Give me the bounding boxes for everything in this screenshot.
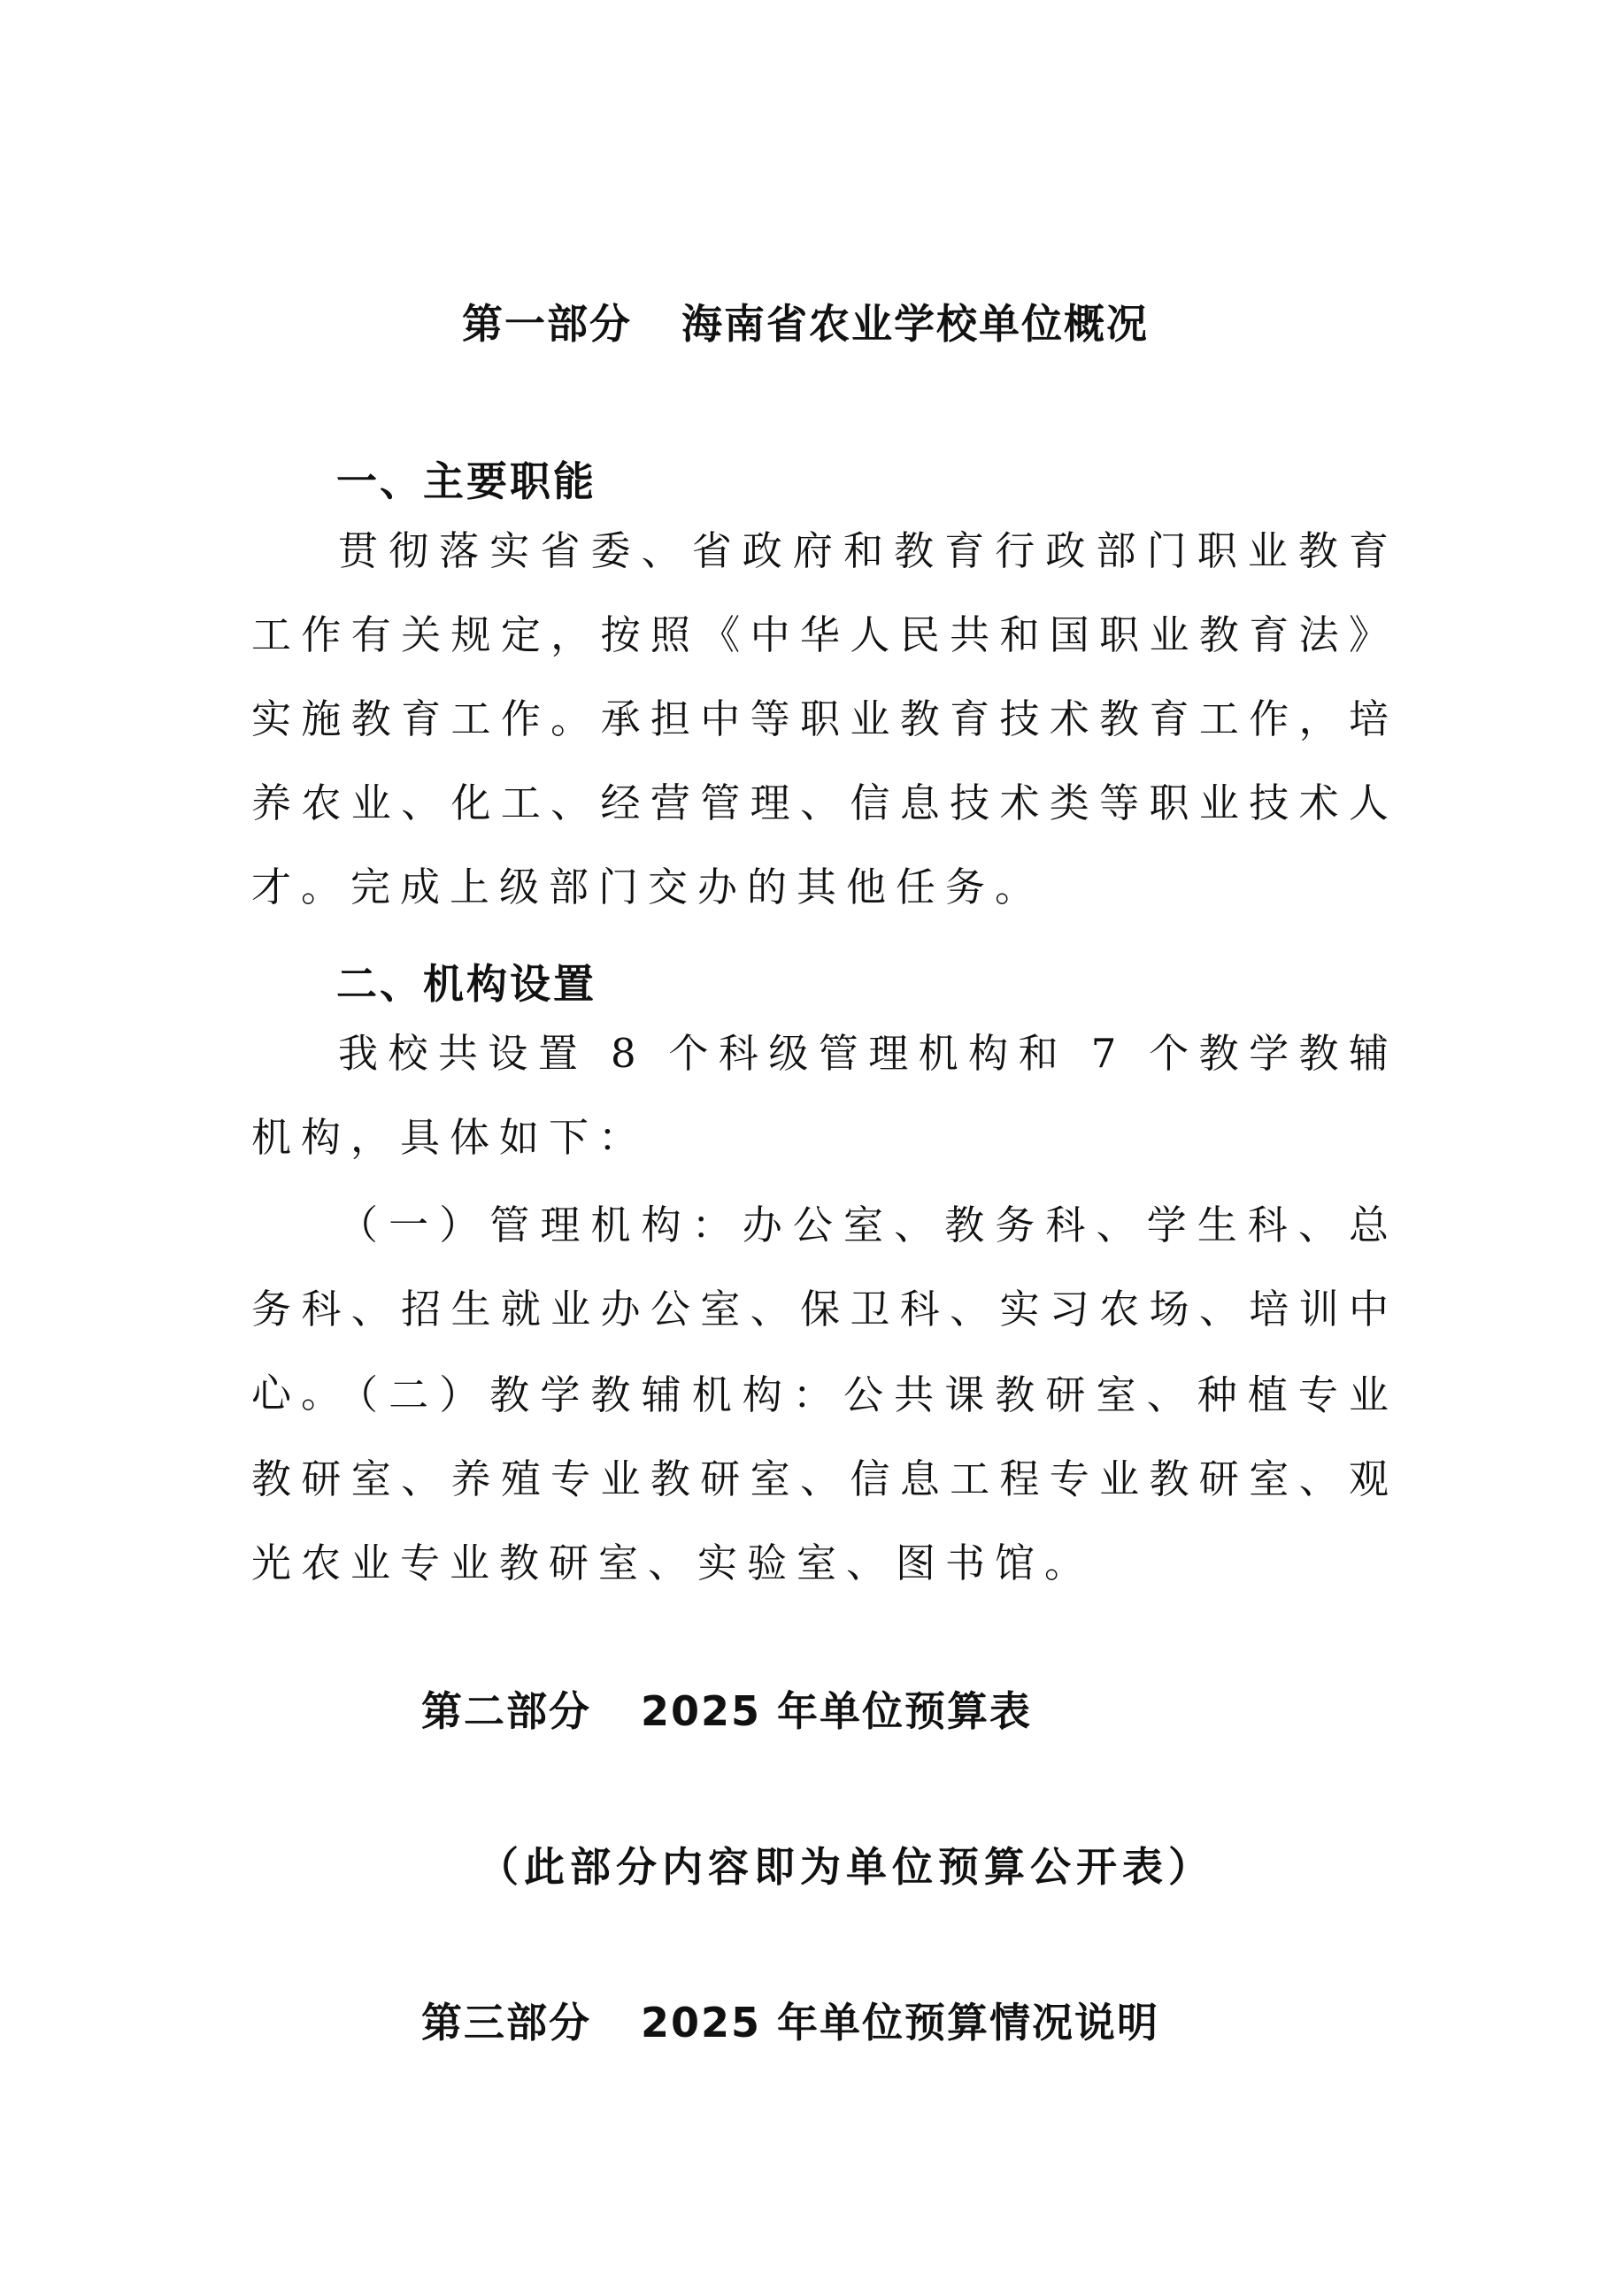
part1-title: 海南省农业学校单位概况 bbox=[681, 300, 1149, 348]
part2-title: 2025 年单位预算表 bbox=[641, 1687, 1033, 1735]
part1-label: 第一部分 bbox=[462, 300, 632, 348]
part3-heading bbox=[421, 1991, 1159, 2049]
part3-label: 第三部分 bbox=[421, 1999, 591, 2046]
part2-label: 第二部分 bbox=[421, 1687, 591, 1735]
part2-heading bbox=[421, 1679, 1032, 1738]
section2-intro: 我校共设置 8 个科级管理机构和 7 个教学教辅机构，具体如下： bbox=[251, 1030, 1398, 1161]
section2-title: 二、机构设置 bbox=[336, 960, 596, 1008]
part2-note: （此部分内容即为单位预算公开表） bbox=[478, 1843, 1214, 1891]
teaching-paragraph: （二）教学教辅机构：公共课教研室、种植专业教研室、养殖专业教研室、信息工程专业教研室、观光农业专业教研室、实验室、图书馆。 bbox=[251, 1371, 1398, 1586]
management-paragraph: （一）管理机构：办公室、教务科、学生科、总务科、招生就业办公室、保卫科、实习农场、培训中心。 bbox=[251, 1202, 1398, 1417]
part1-heading bbox=[462, 292, 1149, 350]
section1-title: 一、主要职能 bbox=[336, 457, 596, 505]
section1-paragraph: 贯彻落实省委、省政府和教育行政部门职业教育工作有关规定，按照《中华人民共和国职业教育法》实施教育工作。承担中等职业教育技术教育工作，培养农业、化工、经营管理、信息技术类等职业技术人才。完成上级部门交办的其他任务。 bbox=[251, 527, 1398, 910]
part3-title: 2025 年单位预算情况说明 bbox=[641, 1999, 1160, 2046]
